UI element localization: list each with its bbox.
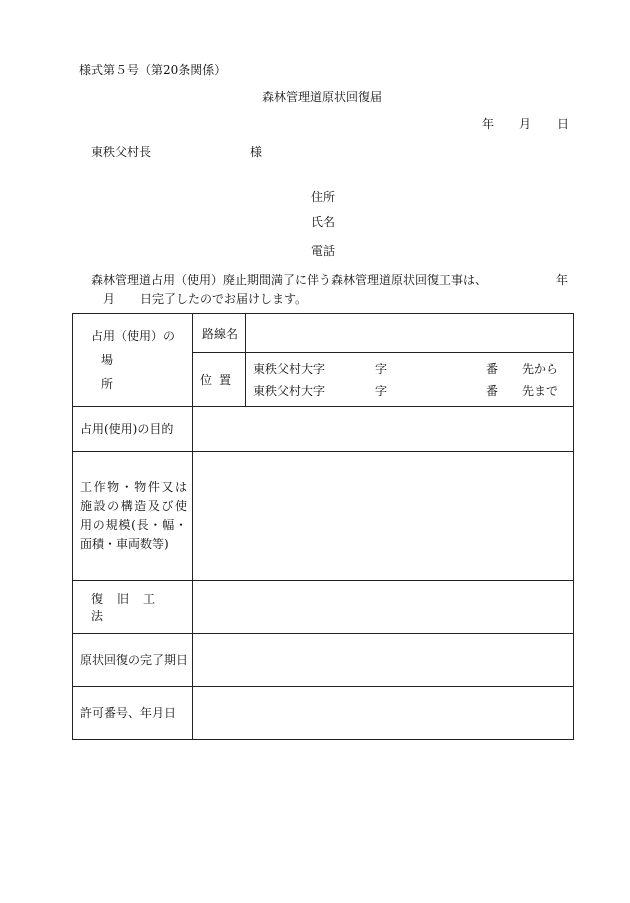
position-from-line [246,358,573,380]
place-label-sho: 所 [101,377,114,391]
permit-label: 許可番号、年月日 [73,687,193,740]
place-label-line2 [73,348,192,396]
date-year-label: 年 [482,117,495,131]
route-name-label: 路線名 [193,314,246,353]
route-name-field[interactable] [246,314,574,353]
permit-field[interactable] [193,687,574,740]
purpose-field[interactable] [193,407,574,452]
addressee-name: 東秩父村長 [91,145,152,159]
form-number: 様式第５号（第20条関係） [79,63,227,77]
method-label: 復旧工法 [73,581,193,634]
position-from-ban: 番 [486,361,499,376]
body-text-line1: 森林管理道占用（使用）廃止期間満了に伴う森林管理道原状回復工事は、 [91,273,488,287]
place-label-cell [73,314,193,407]
position-to-village: 東秩父村大字 [253,383,326,398]
position-from-suffix: 先から [522,361,559,376]
place-label-ba: 場 [101,353,114,367]
position-to-aza: 字 [375,383,388,398]
body-year-label: 年 [556,273,569,287]
position-to-line [246,380,573,402]
position-from-aza: 字 [375,361,388,376]
structure-label: 工作物・物件又は施設の構造及び使用の規模(長・幅・面積・車両数等) [73,452,193,581]
addressee-honorific: 様 [250,145,263,159]
document-title: 森林管理道原状回復届 [262,90,383,104]
position-field[interactable] [246,353,574,407]
date-month-label: 月 [519,117,532,131]
body-text-line2: 日完了したのでお届けします。 [140,292,308,306]
phone-label: 電話 [311,244,336,258]
position-from-village: 東秩父村大字 [253,361,326,376]
structure-field[interactable] [193,452,574,581]
completion-date-label: 原状回復の完了期日 [73,634,193,687]
body-month-label: 月 [103,292,116,306]
place-label-line1: 占用（使用）の [91,329,176,343]
name-label: 氏名 [311,215,336,229]
position-to-suffix: 先まで [522,383,559,398]
position-label: 位置 [193,353,246,407]
purpose-label: 占用(使用)の目的 [73,407,193,452]
address-label: 住所 [311,190,336,204]
notification-table [72,313,574,740]
position-to-ban: 番 [486,383,499,398]
completion-date-field[interactable] [193,634,574,687]
date-day-label: 日 [557,117,570,131]
method-field[interactable] [193,581,574,634]
